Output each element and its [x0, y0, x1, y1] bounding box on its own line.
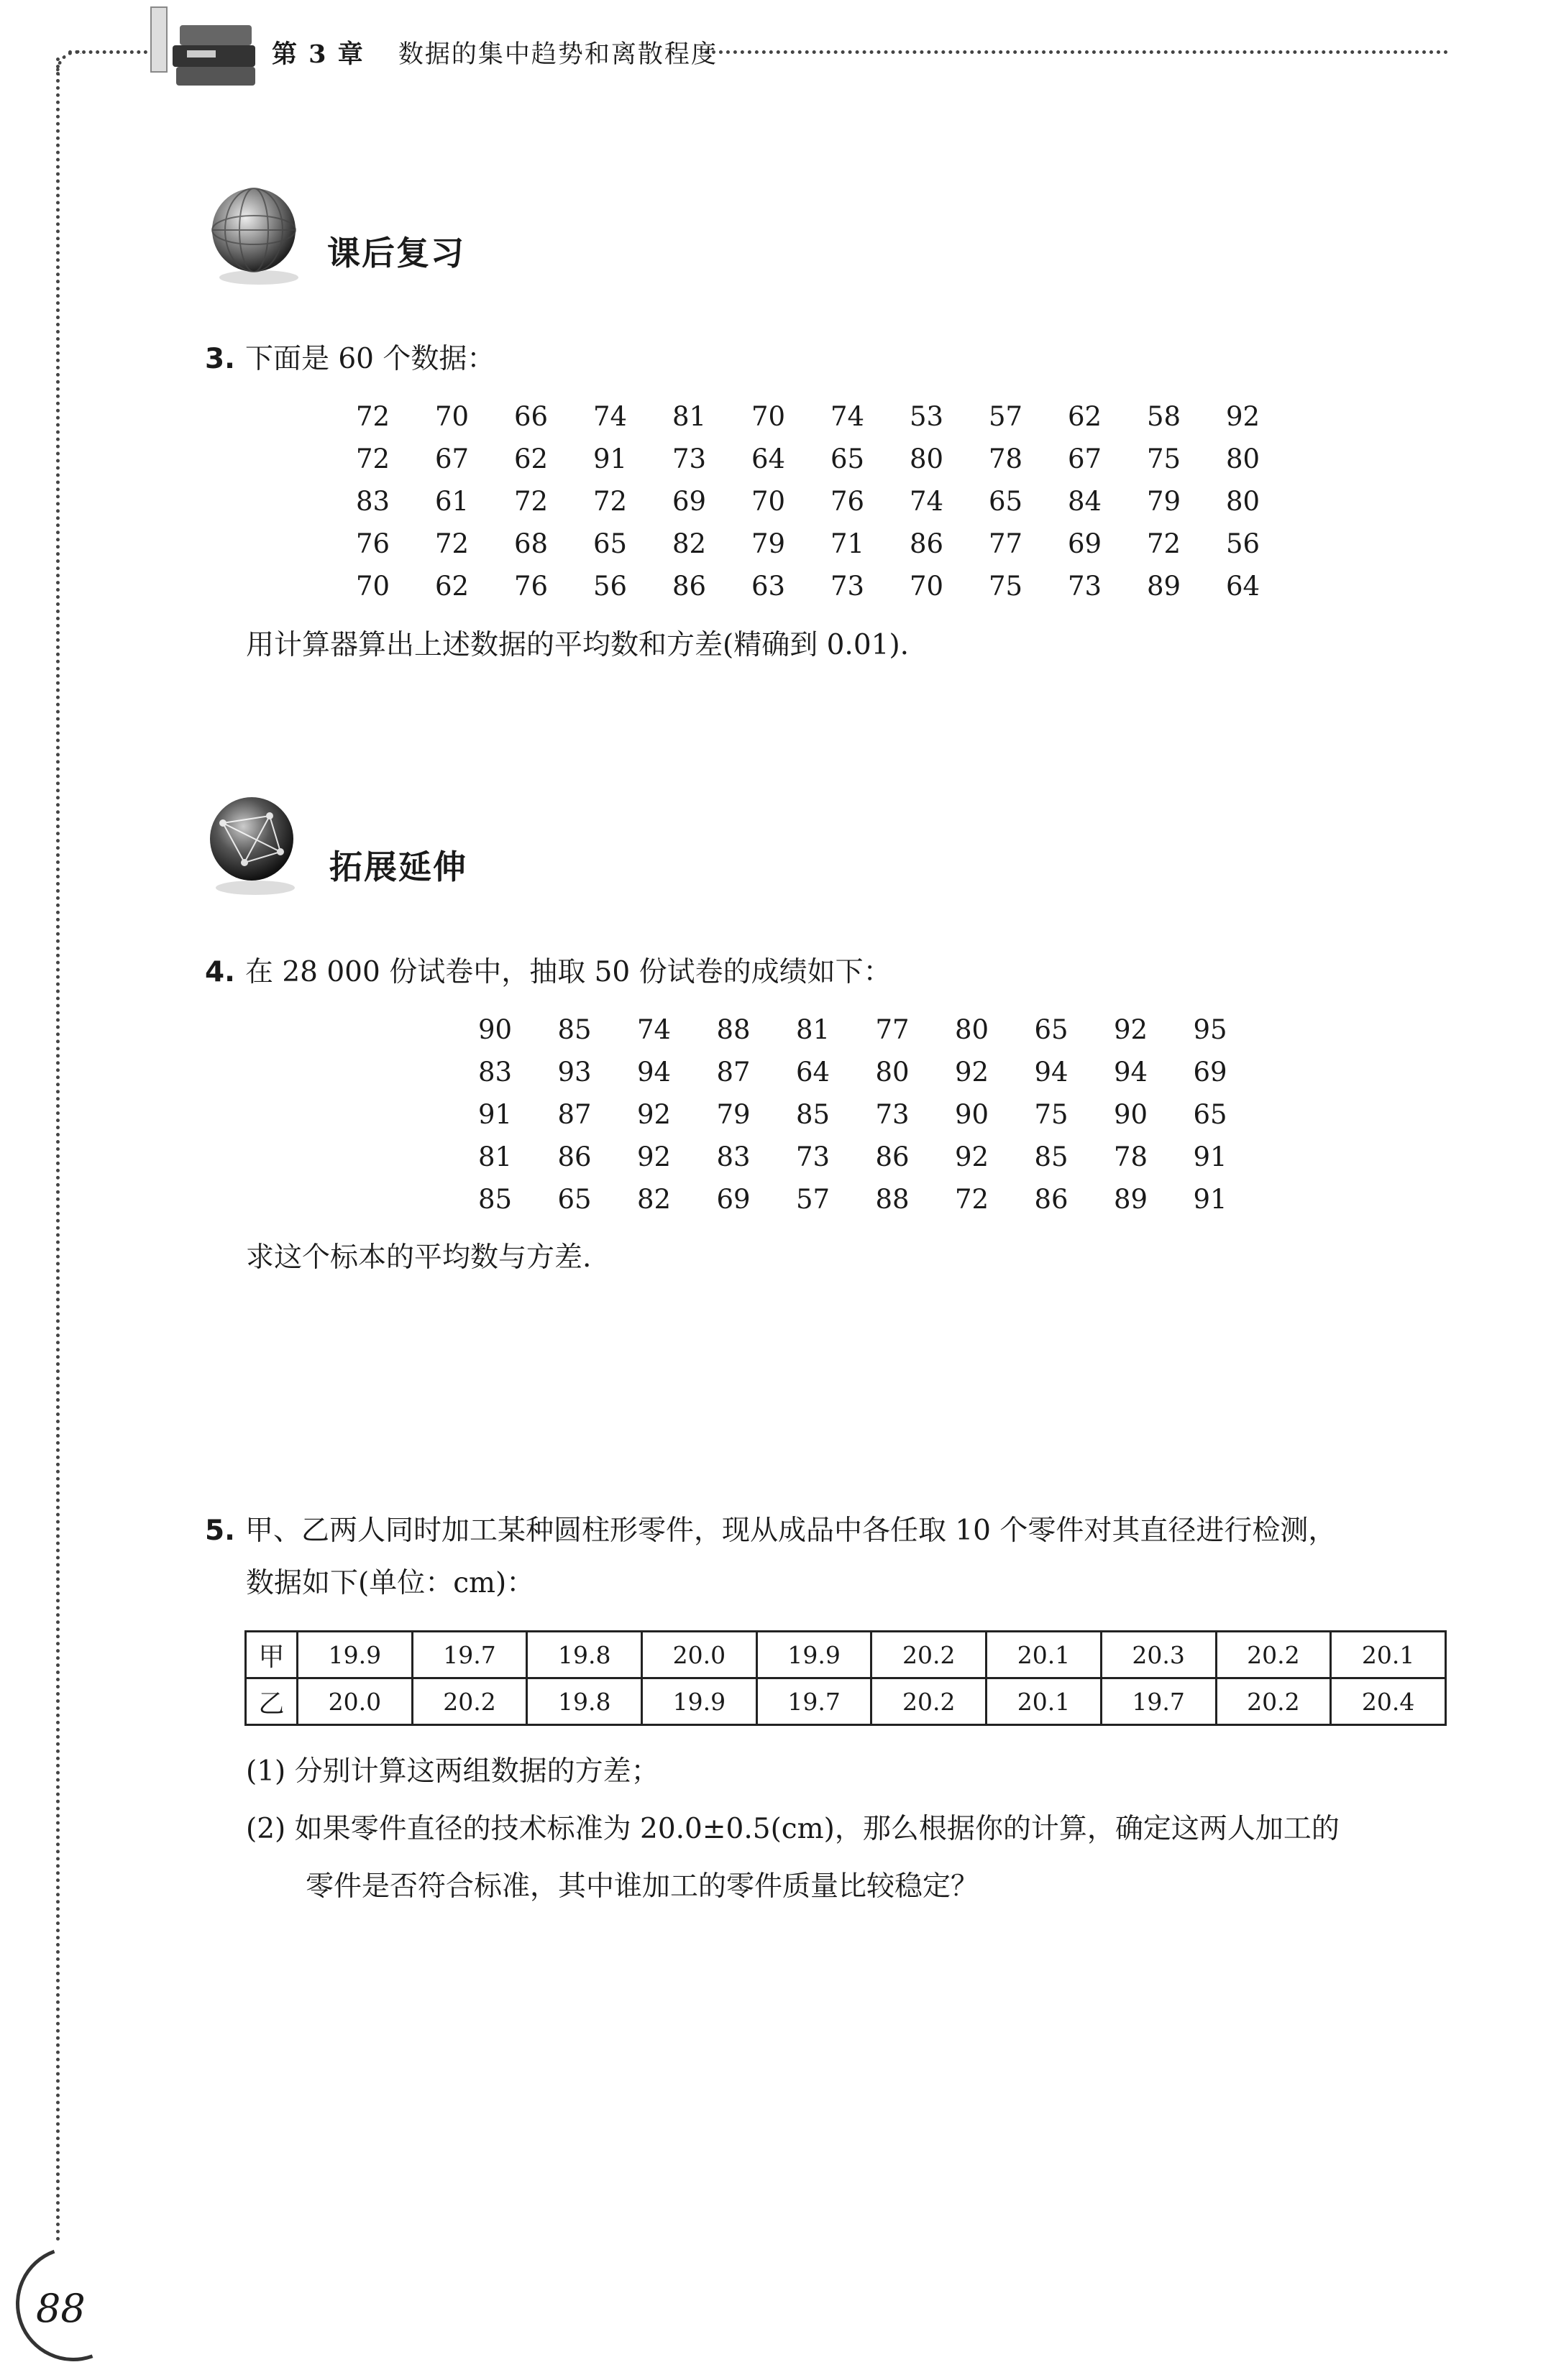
data-cell: 92	[637, 1099, 672, 1130]
table-row	[246, 1632, 1446, 1678]
table-cell: 19.9	[298, 1632, 413, 1678]
data-cell: 93	[557, 1057, 592, 1088]
data-cell: 72	[356, 401, 390, 432]
section-title-review: 课后复习	[327, 234, 465, 272]
question-4-intro-text: 在 28 000 份试卷中，抽取 50 份试卷的成绩如下：	[244, 956, 892, 988]
header-books-icon	[137, 0, 266, 93]
data-cell: 65	[830, 444, 865, 474]
data-cell: 82	[637, 1184, 672, 1215]
data-cell: 68	[514, 528, 549, 559]
data-cell: 74	[830, 401, 865, 432]
data-cell: 86	[1034, 1184, 1068, 1215]
data-cell: 86	[910, 528, 944, 559]
question-4-intro	[205, 947, 892, 998]
table-cell: 20.0	[642, 1632, 757, 1678]
data-cell: 94	[1114, 1057, 1148, 1088]
data-cell: 56	[593, 571, 628, 602]
question-5-sub-2-line-2: 零件是否符合标准，其中谁加工的零件质量比较稳定？	[306, 1870, 979, 1903]
data-cell: 69	[1068, 528, 1102, 559]
data-cell: 65	[593, 528, 628, 559]
data-cell: 80	[955, 1014, 989, 1045]
data-cell: 57	[796, 1184, 830, 1215]
data-cell: 76	[514, 571, 549, 602]
data-cell: 77	[989, 528, 1023, 559]
data-cell: 73	[875, 1099, 910, 1130]
data-cell: 91	[478, 1099, 513, 1130]
data-cell: 58	[1147, 401, 1181, 432]
data-cell: 94	[1034, 1057, 1068, 1088]
data-cell: 56	[1226, 528, 1260, 559]
table-cell: 20.2	[1216, 1678, 1331, 1725]
data-cell: 83	[478, 1057, 513, 1088]
data-cell: 65	[557, 1184, 592, 1215]
data-cell: 91	[593, 444, 628, 474]
data-cell: 94	[637, 1057, 672, 1088]
table-cell: 19.8	[527, 1678, 642, 1725]
data-cell: 71	[830, 528, 865, 559]
question-5-number: 5.	[205, 1515, 235, 1547]
table-cell: 20.4	[1331, 1678, 1446, 1725]
page-number: 88	[36, 2286, 86, 2331]
data-cell: 88	[875, 1184, 910, 1215]
data-cell: 92	[1226, 401, 1260, 432]
data-cell: 63	[751, 571, 786, 602]
header-title: 数据的集中趋势和离散程度	[398, 40, 718, 69]
question-3-data-grid	[356, 395, 1305, 607]
table-cell: 19.7	[1101, 1678, 1216, 1725]
data-cell: 75	[1034, 1099, 1068, 1130]
data-cell: 70	[435, 401, 470, 432]
question-5-line-1	[205, 1506, 1336, 1556]
data-cell: 85	[1034, 1141, 1068, 1172]
globe-icon	[205, 185, 313, 293]
data-cell: 75	[1147, 444, 1181, 474]
question-4-number: 4.	[205, 956, 235, 988]
data-cell: 87	[716, 1057, 751, 1088]
data-cell: 74	[593, 401, 628, 432]
question-3-intro	[205, 334, 495, 385]
table-cell: 20.0	[298, 1678, 413, 1725]
table-cell: 19.7	[412, 1632, 527, 1678]
table-cell: 20.1	[987, 1632, 1102, 1678]
section-title-extension: 拓展延伸	[329, 847, 467, 886]
data-cell: 91	[1193, 1141, 1227, 1172]
data-cell: 86	[557, 1141, 592, 1172]
data-cell: 81	[672, 401, 707, 432]
data-cell: 80	[1226, 444, 1260, 474]
data-cell: 83	[356, 486, 390, 517]
data-cell: 66	[514, 401, 549, 432]
network-globe-icon	[201, 794, 309, 902]
question-4-data-grid	[478, 1008, 1273, 1221]
data-cell: 79	[716, 1099, 751, 1130]
table-cell: 19.9	[642, 1678, 757, 1725]
table-cell: 20.1	[1331, 1632, 1446, 1678]
question-5-line-1-text: 甲、乙两人同时加工某种圆柱形零件，现从成品中各任取 10 个零件对其直径进行检测，	[244, 1515, 1337, 1547]
data-cell: 57	[989, 401, 1023, 432]
data-cell: 85	[478, 1184, 513, 1215]
question-3-number: 3.	[205, 343, 235, 375]
data-cell: 64	[1226, 571, 1260, 602]
data-cell: 67	[1068, 444, 1102, 474]
data-cell: 90	[1114, 1099, 1148, 1130]
data-cell: 89	[1114, 1184, 1148, 1215]
data-cell: 83	[716, 1141, 751, 1172]
data-cell: 84	[1068, 486, 1102, 517]
running-header	[272, 35, 718, 70]
data-cell: 90	[955, 1099, 989, 1130]
data-cell: 73	[1068, 571, 1102, 602]
data-cell: 88	[716, 1014, 751, 1045]
data-cell: 72	[435, 528, 470, 559]
table-cell: 20.2	[412, 1678, 527, 1725]
top-border-right	[705, 50, 1448, 54]
data-cell: 80	[875, 1057, 910, 1088]
data-cell: 74	[910, 486, 944, 517]
question-5-sub-2-line-1: (2) 如果零件直径的技术标准为 20.0±0.5(cm)，那么根据你的计算，确定这两人加工的	[246, 1813, 1340, 1845]
data-cell: 75	[989, 571, 1023, 602]
data-cell: 80	[910, 444, 944, 474]
top-border-left	[68, 50, 147, 54]
data-cell: 81	[478, 1141, 513, 1172]
table-row	[246, 1678, 1446, 1725]
row-label: 甲	[246, 1632, 298, 1678]
question-4-task: 求这个标本的平均数与方差.	[246, 1241, 592, 1274]
data-cell: 73	[672, 444, 707, 474]
data-cell: 73	[830, 571, 865, 602]
data-cell: 92	[1114, 1014, 1148, 1045]
data-cell: 92	[637, 1141, 672, 1172]
data-cell: 80	[1226, 486, 1260, 517]
question-3-intro-text: 下面是 60 个数据：	[244, 343, 495, 375]
data-cell: 70	[751, 401, 786, 432]
row-label: 乙	[246, 1678, 298, 1725]
data-cell: 70	[751, 486, 786, 517]
data-cell: 86	[875, 1141, 910, 1172]
data-cell: 90	[478, 1014, 513, 1045]
data-cell: 95	[1193, 1014, 1227, 1045]
data-cell: 76	[830, 486, 865, 517]
data-cell: 77	[875, 1014, 910, 1045]
question-5-data-table	[244, 1630, 1447, 1726]
table-cell: 19.8	[527, 1632, 642, 1678]
data-cell: 62	[435, 571, 470, 602]
data-cell: 62	[1068, 401, 1102, 432]
data-cell: 70	[910, 571, 944, 602]
question-5-sub-1: (1) 分别计算这两组数据的方差；	[246, 1755, 659, 1788]
table-cell: 20.2	[871, 1678, 987, 1725]
data-cell: 79	[1147, 486, 1181, 517]
data-cell: 92	[955, 1141, 989, 1172]
data-cell: 79	[751, 528, 786, 559]
data-cell: 81	[796, 1014, 830, 1045]
data-cell: 62	[514, 444, 549, 474]
data-cell: 78	[989, 444, 1023, 474]
question-5-line-2: 数据如下(单位：cm)：	[246, 1567, 535, 1599]
data-cell: 69	[1193, 1057, 1227, 1088]
data-cell: 53	[910, 401, 944, 432]
question-3-task: 用计算器算出上述数据的平均数和方差(精确到 0.01).	[246, 629, 910, 661]
header-chapter: 第 3 章	[272, 40, 365, 69]
border-corner	[56, 50, 81, 75]
data-cell: 85	[557, 1014, 592, 1045]
data-cell: 92	[955, 1057, 989, 1088]
data-cell: 73	[796, 1141, 830, 1172]
data-cell: 72	[514, 486, 549, 517]
data-cell: 82	[672, 528, 707, 559]
data-cell: 70	[356, 571, 390, 602]
table-cell: 20.3	[1101, 1632, 1216, 1678]
data-cell: 65	[1034, 1014, 1068, 1045]
data-cell: 85	[796, 1099, 830, 1130]
table-cell: 20.1	[987, 1678, 1102, 1725]
data-cell: 69	[672, 486, 707, 517]
data-cell: 69	[716, 1184, 751, 1215]
data-cell: 72	[1147, 528, 1181, 559]
data-cell: 72	[356, 444, 390, 474]
data-cell: 65	[989, 486, 1023, 517]
left-border	[56, 58, 60, 2243]
table-cell: 19.7	[756, 1678, 871, 1725]
table-cell: 20.2	[871, 1632, 987, 1678]
data-cell: 72	[955, 1184, 989, 1215]
data-cell: 87	[557, 1099, 592, 1130]
data-cell: 89	[1147, 571, 1181, 602]
data-cell: 72	[593, 486, 628, 517]
data-cell: 64	[751, 444, 786, 474]
data-cell: 61	[435, 486, 470, 517]
data-cell: 86	[672, 571, 707, 602]
table-cell: 20.2	[1216, 1632, 1331, 1678]
data-cell: 74	[637, 1014, 672, 1045]
data-cell: 64	[796, 1057, 830, 1088]
data-cell: 67	[435, 444, 470, 474]
data-cell: 91	[1193, 1184, 1227, 1215]
data-cell: 65	[1193, 1099, 1227, 1130]
data-cell: 78	[1114, 1141, 1148, 1172]
table-cell: 19.9	[756, 1632, 871, 1678]
data-cell: 76	[356, 528, 390, 559]
